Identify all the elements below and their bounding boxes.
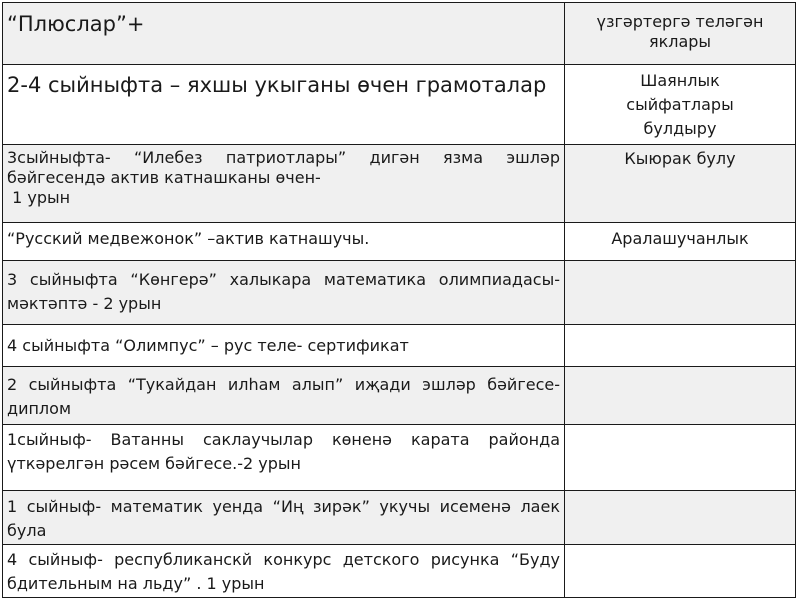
achievements-table <box>2 2 796 598</box>
row-right-cell <box>565 545 795 597</box>
row-right-cell <box>565 491 795 544</box>
row-right-cell: Аралашучанлык <box>611 229 749 248</box>
table-row <box>3 545 795 597</box>
header-cell-left <box>3 3 565 64</box>
row-left-cell: 1сыйныф- Ватанны саклаучылар көненә карата районда үткәрелгән рәсем бәйгесе.-2 урын <box>3 425 565 490</box>
row-right-cell <box>565 261 795 324</box>
table-row <box>3 261 795 325</box>
table-row <box>3 367 795 425</box>
row-right-cell: Шаянлык сыйфатлары булдыру <box>626 71 734 138</box>
row-left-cell: 4 сыйныф- республиканскй конкурс детского рисунка “Буду бдительным на льду” . 1 урын <box>3 545 565 597</box>
header-pluses-label: “Плюслар”+ <box>7 12 145 36</box>
row-right-cell <box>565 367 795 424</box>
table-row <box>3 145 795 223</box>
row-right-cell <box>565 425 795 490</box>
row-left-cell: 4 сыйныфта “Олимпус” – рус теле- сертификат <box>3 325 565 366</box>
row-left-cell: 3 сыйныфта “Көнгерә” халыкара математика олимпиадасы- мәктәптә - 2 урын <box>3 261 565 324</box>
header-cell-right <box>565 3 795 64</box>
table-row <box>3 491 795 545</box>
table-row <box>3 425 795 491</box>
row-right-cell <box>565 325 795 366</box>
table-row <box>3 223 795 261</box>
row-right-cell: Кыюрак булу <box>624 149 736 168</box>
header-changes-label: үзгәртергә теләгән яклары <box>596 12 764 51</box>
row-left-cell: “Русский медвежонок” –актив катнашучы. <box>3 223 565 260</box>
row-left-cell: 2 сыйныфта “Тукайдан илһам алып” иҗади эшләр бәйгесе- диплом <box>3 367 565 424</box>
table-header-row <box>3 3 795 65</box>
table-row <box>3 65 795 145</box>
row-left-cell: 1 сыйныф- математик уенда “Иң зирәк” укучы исеменә лаек була <box>3 491 565 544</box>
row-left-cell: 2-4 сыйныфта – яхшы укыганы өчен грамоталар <box>3 65 565 144</box>
table-row <box>3 325 795 367</box>
row-left-cell: 3сыйныфта- “Илебез патриотлары” дигән язма эшләр бәйгесендә актив катнашканы өчен- 1 урын <box>3 145 565 222</box>
